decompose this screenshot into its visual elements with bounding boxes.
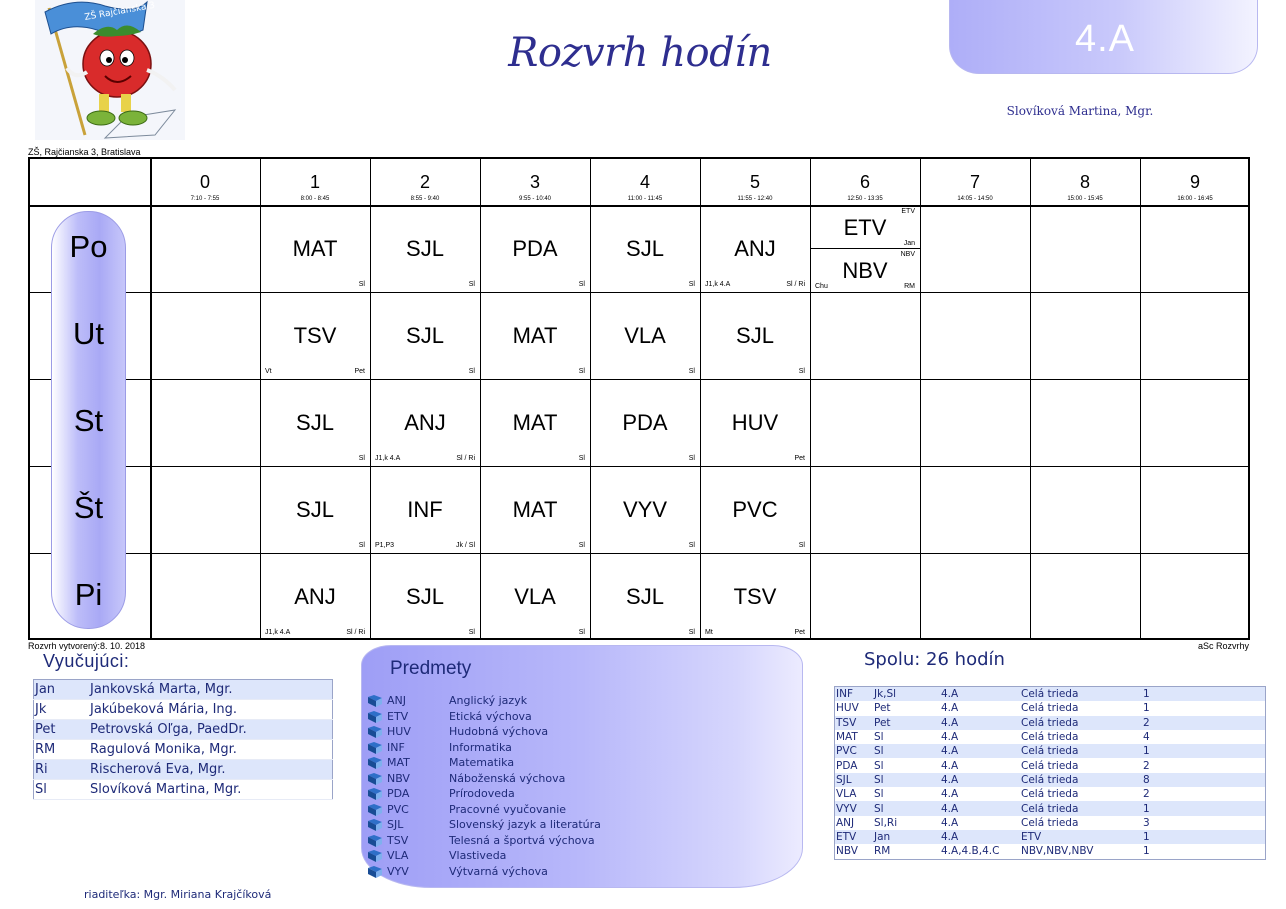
summary-count: 1: [1143, 702, 1150, 715]
summary-subject: SJL: [835, 773, 875, 787]
lesson-cell: [590, 380, 700, 466]
lesson-cell: [590, 554, 700, 640]
teacher-abbr: Jan: [34, 680, 91, 700]
lesson-subject: SJL: [296, 410, 334, 435]
lesson-teacher: Sl: [468, 368, 475, 375]
principal-name: riaditeľka: Mgr. Miriana Krajčíková: [84, 888, 272, 901]
summary-count: 1: [1143, 687, 1266, 702]
period-number: 1: [309, 172, 320, 192]
summary-subject: NBV: [836, 845, 858, 858]
lesson-teacher: Sl: [688, 629, 695, 636]
subject-abbr: NBV: [387, 771, 410, 785]
book-icon: [367, 694, 383, 708]
teacher-name: Ragulová Monika, Mgr.: [90, 740, 333, 760]
grid-line: [920, 157, 921, 640]
teachers-table: [33, 679, 333, 800]
subject-name: Hudobná výchova: [449, 725, 549, 738]
lesson-teacher: RM: [904, 283, 915, 290]
lesson-subject: ANJ: [734, 236, 776, 261]
day-label-pi: Pi: [74, 577, 103, 612]
summary-group: Celá trieda: [1021, 816, 1079, 829]
day-label-st: St: [73, 403, 104, 438]
teacher-abbr: Sl: [34, 780, 91, 800]
summary-teachers: Jk,Sl: [874, 687, 941, 702]
teacher-row: [34, 780, 333, 800]
lesson-cell: [700, 206, 810, 292]
tomato-mascot-icon: [35, 0, 185, 140]
teacher-row: [34, 680, 333, 700]
grid-line: [1140, 157, 1141, 640]
lesson-teacher: Sl: [578, 281, 585, 288]
lesson-room: J1,k 4.A: [705, 281, 731, 288]
lesson-cell: [590, 467, 700, 553]
summary-class: 4.A: [941, 759, 959, 772]
period-number: 2: [419, 172, 430, 192]
period-time: 12:50 - 13:35: [847, 196, 883, 202]
lesson-teacher: Pet: [794, 455, 805, 462]
summary-row: [835, 687, 1266, 702]
summary-class: 4.A: [941, 687, 1021, 702]
lesson-teacher: Sl / Ri: [786, 281, 805, 288]
lesson-teacher: Jk / Sl: [455, 542, 475, 549]
lesson-cell: [700, 467, 810, 553]
lesson-teacher: Sl: [578, 542, 585, 549]
period-time: 9:55 - 10:40: [518, 196, 552, 202]
class-teacher: Slovíková Martina, Mgr.: [1006, 104, 1154, 118]
summary-subject: TSV: [835, 716, 875, 730]
summary-count: 1: [1143, 845, 1150, 858]
subject-abbr: MAT: [387, 756, 410, 769]
lesson-subject: ANJ: [294, 584, 336, 609]
lesson-room: Vt: [265, 368, 272, 375]
period-time: 11:55 - 12:40: [737, 196, 773, 202]
subject-name: Telesná a športvá výchova: [449, 833, 595, 847]
summary-class: 4.A: [941, 830, 1021, 844]
logo-banner-text: ZŠ Rajčianska 3: [83, 0, 156, 23]
page-title: Rozvrh hodín: [508, 30, 772, 76]
period-time: 15:00 - 15:45: [1067, 196, 1103, 202]
period-time: 16:00 - 16:45: [1177, 196, 1213, 202]
subject-name: Anglický jazyk: [449, 694, 528, 707]
created-date: Rozvrh vytvorený:8. 10. 2018: [28, 641, 146, 651]
summary-teachers: RM: [874, 845, 891, 858]
summary-group: Celá trieda: [1021, 716, 1143, 730]
summary-subject: PVC: [835, 744, 875, 758]
book-icon: [367, 834, 383, 848]
summary-row: [835, 787, 1266, 801]
lesson-teacher: Jan: [903, 240, 915, 247]
teacher-abbr: RM: [34, 740, 91, 760]
lesson-cell: [700, 554, 810, 640]
school-name: ZŠ, Rajčianska 3, Bratislava: [28, 147, 141, 157]
subject-abbr: TSV: [387, 833, 409, 847]
day-label-ut: Ut: [73, 316, 104, 351]
lesson-teacher: Sl: [578, 455, 585, 462]
period-number: 8: [1079, 172, 1090, 192]
subject-name: Náboženská výchova: [449, 771, 566, 785]
lesson-cell: [480, 554, 590, 640]
teacher-name: Rischerová Eva, Mgr.: [90, 760, 333, 780]
subject-name: Etická výchova: [449, 709, 532, 723]
lesson-teacher: Sl: [468, 281, 475, 288]
summary-count: 3: [1143, 816, 1150, 829]
book-icon: [367, 787, 383, 801]
summary-teachers: Sl: [874, 788, 884, 801]
lesson-subject: MAT: [512, 410, 558, 435]
lesson-teacher: Sl: [688, 542, 695, 549]
lesson-subject: VLA: [514, 584, 556, 609]
lesson-cell: [700, 380, 810, 466]
summary-subject: INF: [835, 687, 875, 702]
summary-teachers: Sl: [874, 744, 941, 758]
summary-group: Celá trieda: [1021, 773, 1143, 787]
summary-subject: MAT: [836, 731, 858, 744]
summary-count: 1: [1143, 744, 1266, 758]
lesson-subject: SJL: [626, 236, 664, 261]
summary-group: Celá trieda: [1021, 759, 1079, 772]
summary-count: 8: [1143, 773, 1266, 787]
summary-row: [835, 744, 1266, 758]
book-icon: [367, 756, 383, 770]
lesson-cell: [480, 206, 590, 292]
lesson-subject: PDA: [512, 236, 558, 261]
summary-teachers: Sl: [874, 801, 941, 815]
subject-abbr: PVC: [387, 802, 409, 816]
summary-class: 4.A: [941, 788, 959, 801]
subjects-title: Predmety: [390, 658, 472, 679]
lesson-room: Chu: [815, 283, 828, 290]
teachers-title: Vyučujúci:: [43, 651, 130, 671]
subject-name: Slovenský jazyk a literatúra: [449, 818, 601, 831]
lesson-cell-split-bottom: [810, 249, 920, 292]
period-number: 4: [639, 172, 650, 192]
lesson-group: ETV: [901, 208, 915, 215]
period-time: 14:05 - 14:50: [957, 196, 993, 202]
lesson-cell: [590, 206, 700, 292]
subject-name: Informatika: [449, 740, 512, 754]
lesson-subject: SJL: [406, 323, 444, 348]
school-logo: [35, 0, 185, 140]
summary-row: [835, 816, 1266, 830]
summary-class: 4.A,4.B,4.C: [941, 845, 1000, 858]
lesson-room: J1,k 4.A: [375, 455, 401, 462]
book-icon: [367, 772, 383, 786]
book-icon: [367, 818, 383, 832]
lesson-subject: INF: [407, 497, 443, 522]
summary-group: NBV,NBV,NBV: [1021, 845, 1094, 858]
subject-abbr: VLA: [387, 849, 409, 862]
summary-class: 4.A: [941, 716, 1021, 730]
lesson-cell: [260, 206, 370, 292]
lesson-cell: [480, 293, 590, 379]
summary-class: 4.A: [941, 731, 959, 744]
lesson-subject: SJL: [296, 497, 334, 522]
summary-teachers: Pet: [874, 702, 891, 715]
summary-teachers: Pet: [874, 716, 941, 730]
day-label-stv: Št: [73, 490, 104, 525]
summary-group: ETV: [1021, 830, 1143, 844]
lesson-subject: ANJ: [404, 410, 446, 435]
summary-class: 4.A: [941, 773, 1021, 787]
period-time: 11:00 - 11:45: [627, 196, 663, 202]
subject-name: Pracovné vyučovanie: [449, 802, 567, 816]
lesson-subject: MAT: [292, 236, 338, 261]
teacher-name: Jankovská Marta, Mgr.: [90, 680, 333, 700]
teacher-row: [34, 700, 333, 720]
grid-line: [150, 157, 152, 640]
subject-name: Vlastiveda: [449, 849, 507, 862]
lesson-teacher: Pet: [354, 368, 365, 375]
summary-teachers: Sl,Ri: [874, 816, 898, 829]
lesson-cell: [260, 554, 370, 640]
summary-subject: HUV: [836, 702, 859, 715]
lesson-cell-split-top: [810, 206, 920, 248]
lesson-subject: MAT: [512, 497, 558, 522]
lesson-subject: SJL: [406, 236, 444, 261]
lesson-cell: [370, 206, 480, 292]
summary-title: Spolu: 26 hodín: [864, 649, 1005, 670]
lesson-subject: SJL: [626, 584, 664, 609]
lesson-teacher: Sl: [688, 368, 695, 375]
grid-line: [1030, 157, 1031, 640]
lesson-subject: ETV: [843, 215, 887, 240]
summary-subject: ANJ: [836, 816, 855, 829]
lesson-cell: [370, 554, 480, 640]
period-number: 5: [749, 172, 760, 192]
summary-subject: PDA: [836, 759, 858, 772]
summary-teachers: Sl: [874, 759, 884, 772]
period-number: 3: [529, 172, 540, 192]
summary-group: Celá trieda: [1021, 687, 1143, 702]
lesson-cell: [370, 293, 480, 379]
class-name: 4.A: [1074, 18, 1136, 60]
lesson-subject: NBV: [842, 258, 888, 283]
subject-abbr: VYV: [387, 864, 409, 878]
teacher-abbr: Pet: [34, 720, 91, 740]
summary-group: Celá trieda: [1021, 702, 1079, 715]
summary-group: Celá trieda: [1021, 788, 1079, 801]
lesson-teacher: Sl / Ri: [346, 629, 365, 636]
summary-group: Celá trieda: [1021, 731, 1079, 744]
summary-row: [835, 844, 1266, 859]
subject-abbr: ANJ: [387, 694, 406, 707]
summary-class: 4.A: [941, 702, 959, 715]
summary-row: [835, 758, 1266, 772]
lesson-subject: HUV: [731, 410, 779, 435]
summary-count: 4: [1143, 731, 1150, 744]
summary-row: [835, 701, 1266, 715]
summary-count: 2: [1143, 788, 1150, 801]
lesson-room: Mt: [705, 629, 713, 636]
lesson-room: J1,k 4.A: [265, 629, 291, 636]
lesson-teacher: Sl: [688, 281, 695, 288]
summary-row: [835, 801, 1266, 815]
summary-row: [835, 773, 1266, 787]
period-time: 8:55 - 9:40: [410, 196, 440, 202]
lesson-teacher: Sl: [468, 629, 475, 636]
period-number: 0: [199, 172, 210, 192]
period-number: 7: [969, 172, 980, 192]
subject-name: Matematika: [449, 756, 515, 769]
summary-table: [834, 686, 1266, 860]
lesson-cell: [700, 293, 810, 379]
lesson-teacher: Sl: [358, 455, 365, 462]
subjects-panel: [361, 645, 803, 888]
subject-abbr: SJL: [387, 818, 404, 831]
subject-abbr: PDA: [387, 787, 410, 800]
lesson-teacher: Pet: [794, 629, 805, 636]
summary-subject: ETV: [835, 830, 875, 844]
lesson-subject: TSV: [733, 584, 777, 609]
summary-teachers: Sl: [874, 731, 884, 744]
book-icon: [367, 865, 383, 879]
summary-row: [835, 830, 1266, 844]
lesson-teacher: Sl: [688, 455, 695, 462]
book-icon: [367, 741, 383, 755]
summary-teachers: Sl: [874, 773, 941, 787]
lesson-teacher: Sl: [358, 542, 365, 549]
subject-abbr: INF: [387, 740, 405, 754]
subject-name: Prírodoveda: [449, 787, 515, 800]
lesson-subject: VLA: [624, 323, 666, 348]
subject-abbr: HUV: [387, 725, 411, 738]
lesson-room: P1,P3: [375, 542, 395, 549]
lesson-cell: [260, 467, 370, 553]
lesson-cell: [260, 380, 370, 466]
summary-group: Celá trieda: [1021, 801, 1143, 815]
lesson-subject: MAT: [512, 323, 558, 348]
lesson-cell: [260, 293, 370, 379]
summary-subject: VYV: [835, 801, 875, 815]
summary-teachers: Jan: [874, 830, 941, 844]
period-time: 8:00 - 8:45: [300, 196, 330, 202]
lesson-cell: [480, 467, 590, 553]
summary-count: 2: [1143, 759, 1150, 772]
book-icon: [367, 725, 383, 739]
lesson-teacher: Sl: [798, 542, 805, 549]
lesson-subject: PDA: [622, 410, 668, 435]
teacher-name: Jakúbeková Mária, Ing.: [90, 700, 333, 720]
summary-row: [835, 716, 1266, 730]
period-time: 7:10 - 7:55: [190, 196, 220, 202]
lesson-cell: [370, 467, 480, 553]
summary-group: Celá trieda: [1021, 744, 1143, 758]
lesson-subject: PVC: [732, 497, 778, 522]
lesson-teacher: Sl: [578, 629, 585, 636]
lesson-cell: [480, 380, 590, 466]
teacher-name: Slovíková Martina, Mgr.: [90, 780, 333, 800]
subject-abbr: ETV: [387, 709, 409, 723]
book-icon: [367, 710, 383, 724]
lesson-cell: [590, 293, 700, 379]
lesson-subject: SJL: [406, 584, 444, 609]
subject-name: Výtvarná výchova: [449, 864, 548, 878]
summary-count: 2: [1143, 716, 1266, 730]
teacher-abbr: Ri: [34, 760, 91, 780]
lesson-teacher: Sl: [358, 281, 365, 288]
lesson-subject: TSV: [293, 323, 337, 348]
teacher-name: Petrovská Oľga, PaedDr.: [90, 720, 333, 740]
day-label-po: Po: [69, 229, 108, 264]
summary-class: 4.A: [941, 801, 1021, 815]
lesson-teacher: Sl: [578, 368, 585, 375]
lesson-subject: VYV: [622, 497, 668, 522]
lesson-subject: SJL: [736, 323, 774, 348]
teacher-abbr: Jk: [34, 700, 91, 720]
lesson-teacher: Sl / Ri: [456, 455, 475, 462]
lesson-cell: [370, 380, 480, 466]
software-credit: aSc Rozvrhy: [1197, 641, 1249, 651]
summary-count: 1: [1143, 801, 1266, 815]
summary-class: 4.A: [941, 744, 1021, 758]
period-number: 6: [859, 172, 870, 192]
summary-subject: VLA: [836, 788, 857, 801]
summary-class: 4.A: [941, 816, 959, 829]
teacher-row: [34, 740, 333, 760]
lesson-teacher: Sl: [798, 368, 805, 375]
book-icon: [367, 849, 383, 863]
book-icon: [367, 803, 383, 817]
teacher-row: [34, 760, 333, 780]
summary-row: [835, 730, 1266, 744]
lesson-group: NBV: [900, 251, 915, 258]
summary-count: 1: [1143, 830, 1266, 844]
period-number: 9: [1189, 172, 1200, 192]
teacher-row: [34, 720, 333, 740]
